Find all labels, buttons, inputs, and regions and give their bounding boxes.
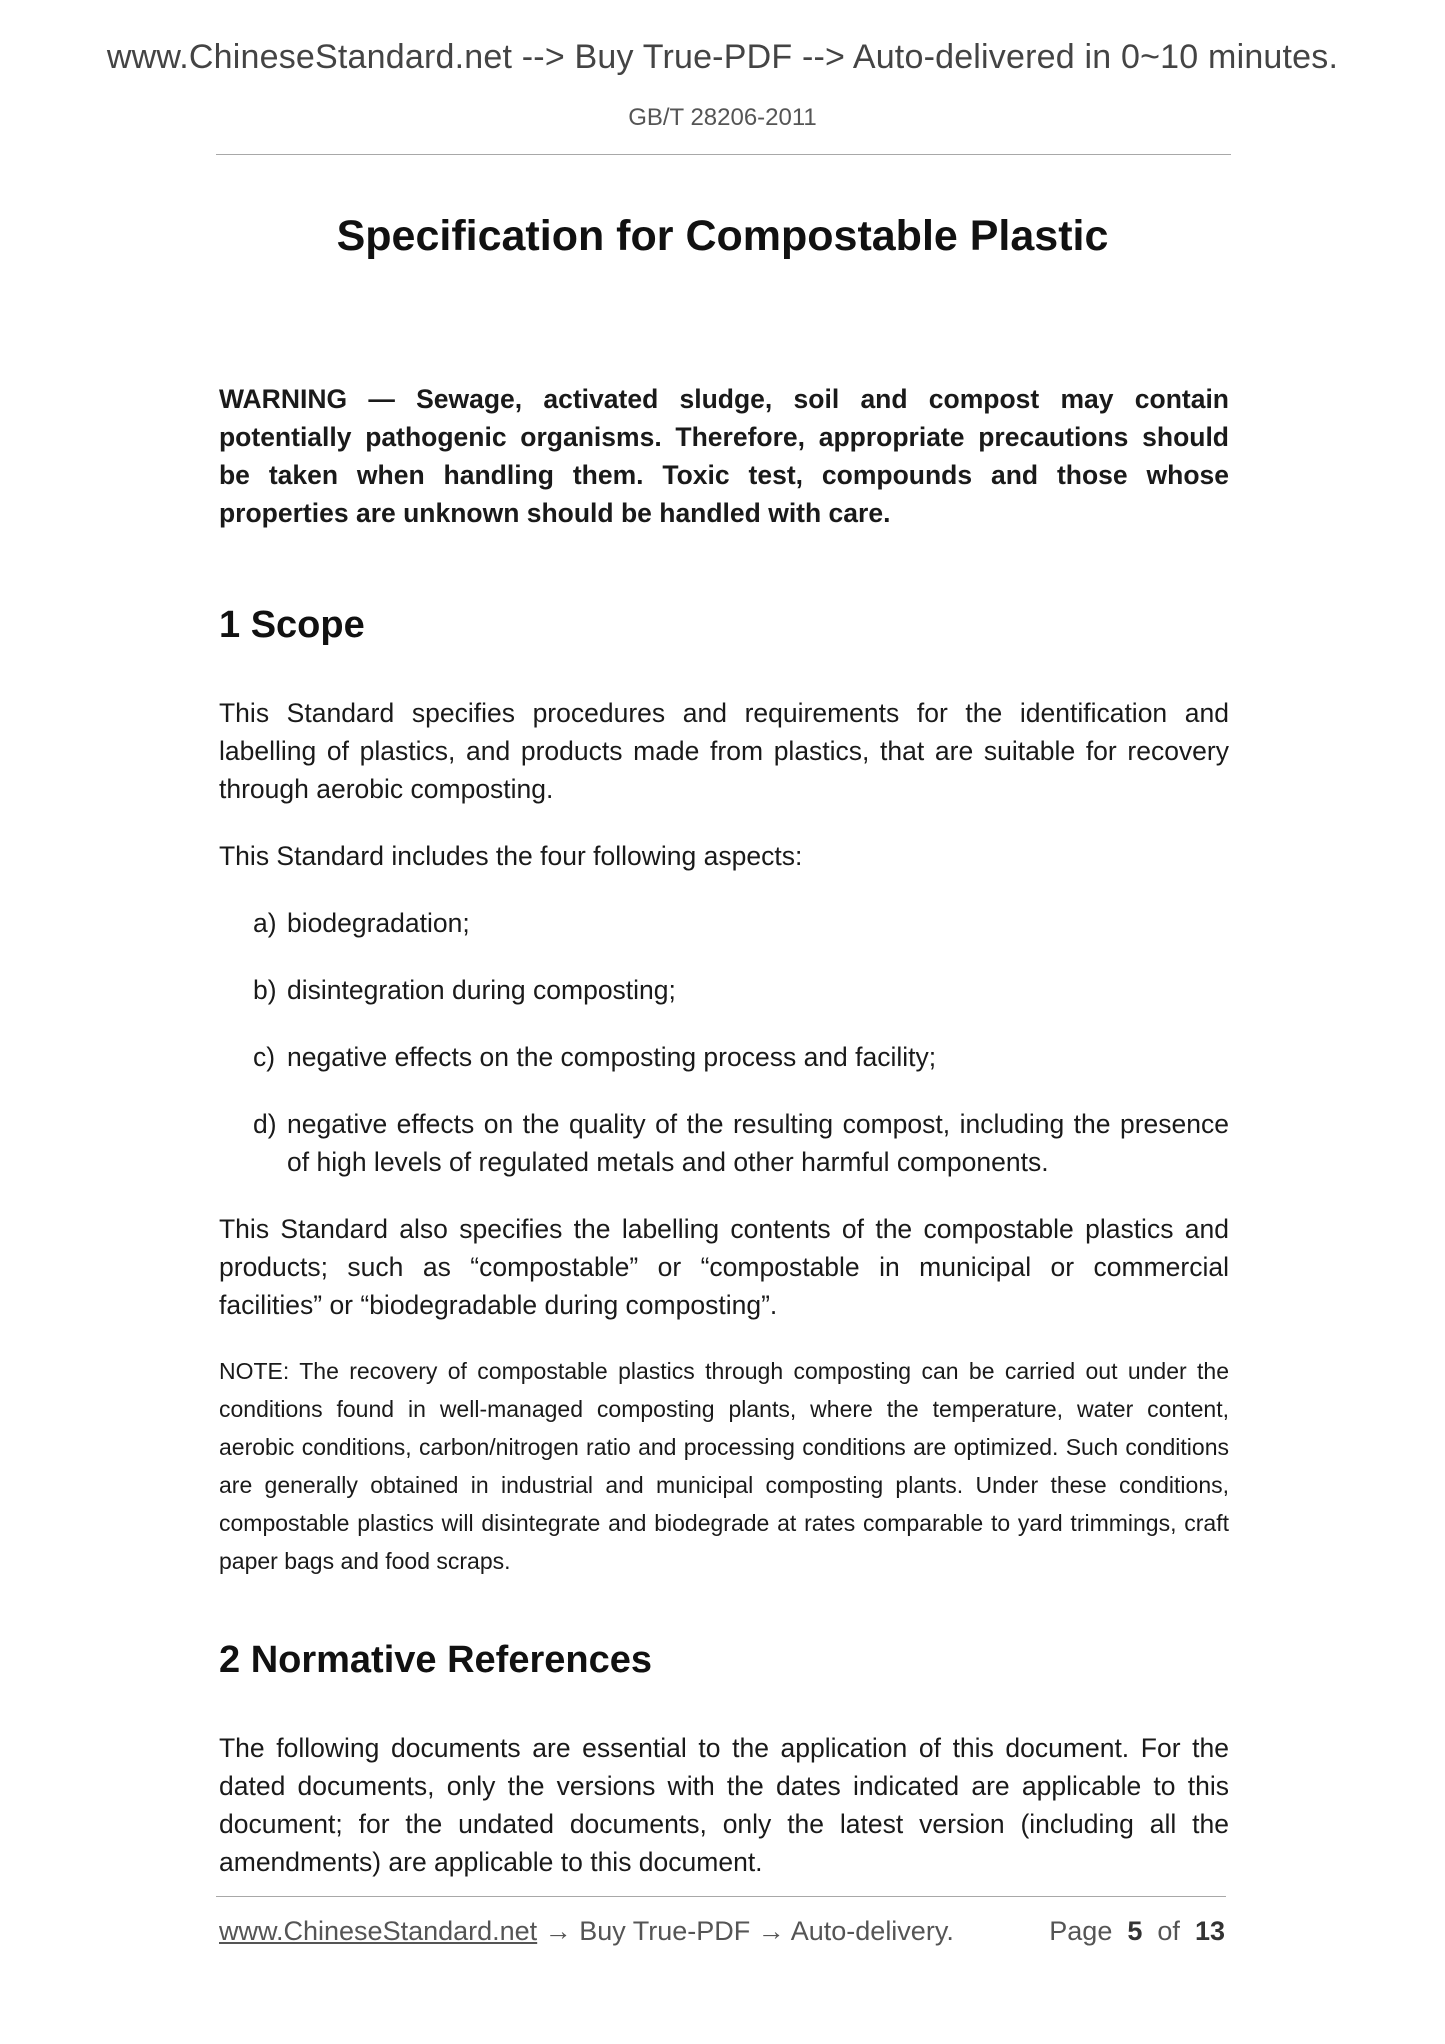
list-item-text: negative effects on the composting process and facility; [287,1042,937,1072]
page-title: Specification for Compostable Plastic [336,212,1109,260]
footer-promo [219,1916,954,1947]
site-banner: www.ChineseStandard.net --> Buy True-PDF --> Auto-delivered in 0~10 minutes. [106,38,1339,76]
list-item-label: a) [253,908,277,938]
header-divider [216,154,1231,155]
page-word: Page [1049,1916,1113,1946]
references-paragraph-1: The following documents are essential to the application of this document. For the dated documents, only the versions with the dates indicated are applicable to this document; for the undated documents, only the latest version (including all the amendments) are applicable to this document. [219,1733,1229,1877]
warning-paragraph: WARNING — Sewage, activated sludge, soil and compost may contain potentially pathogenic organisms. Therefore, appropriate precautions should be taken when handling them. Toxic test, compounds and those whose properties are unknown should be handled with care. [219,384,1229,528]
list-item-text: negative effects on the quality of the resulting compost, including the presence of high levels of regulated metals and other harmful components. [287,1109,1229,1177]
footer-promo-text: → Buy True-PDF → Auto-delivery. [537,1916,954,1946]
current-page-number: 5 [1127,1916,1143,1946]
list-item-label: d) [253,1109,277,1139]
list-item [253,904,1229,942]
list-item [253,971,1229,1009]
total-page-count: 13 [1194,1916,1225,1946]
document-body [219,380,1229,1881]
scope-paragraph-1: This Standard specifies procedures and requirements for the identification and labelling of plastics, and products made from plastics, that are suitable for recovery through aerobic composting. [219,698,1229,804]
document-number: GB/T 28206-2011 [628,104,817,131]
aspects-list [219,904,1229,1181]
scope-paragraph-3: This Standard also specifies the labelling contents of the compostable plastics and products; such as “compostable” or “compostable in municipal or commercial facilities” or “biodegradable during composting”. [219,1214,1229,1320]
list-item-text: biodegradation; [287,908,470,938]
of-word: of [1157,1916,1180,1946]
scope-note: NOTE: The recovery of compostable plastics through composting can be carried out under the conditions found in well-managed composting plants, where the temperature, water content, aerobic conditions, carbon/nitrogen ratio and processing conditions are optimized. Such conditions are generally obtained in industrial and municipal composting plants. Under these conditions, compostable plastics will disintegrate and biodegrade at rates comparable to yard trimmings, craft paper bags and food scraps. [219,1358,1229,1574]
footer-site-link[interactable]: www.ChineseStandard.net [219,1916,538,1946]
list-item-text: disintegration during composting; [287,975,676,1005]
section-2-heading: 2 Normative References [219,1639,652,1681]
list-item-label: c) [253,1042,276,1072]
list-item-label: b) [253,975,277,1005]
page-indicator [1049,1916,1225,1947]
scope-paragraph-2: This Standard includes the four following aspects: [219,841,803,871]
list-item [253,1105,1229,1181]
footer-divider [216,1896,1226,1897]
list-item [253,1038,1229,1076]
section-1-heading: 1 Scope [219,604,365,646]
